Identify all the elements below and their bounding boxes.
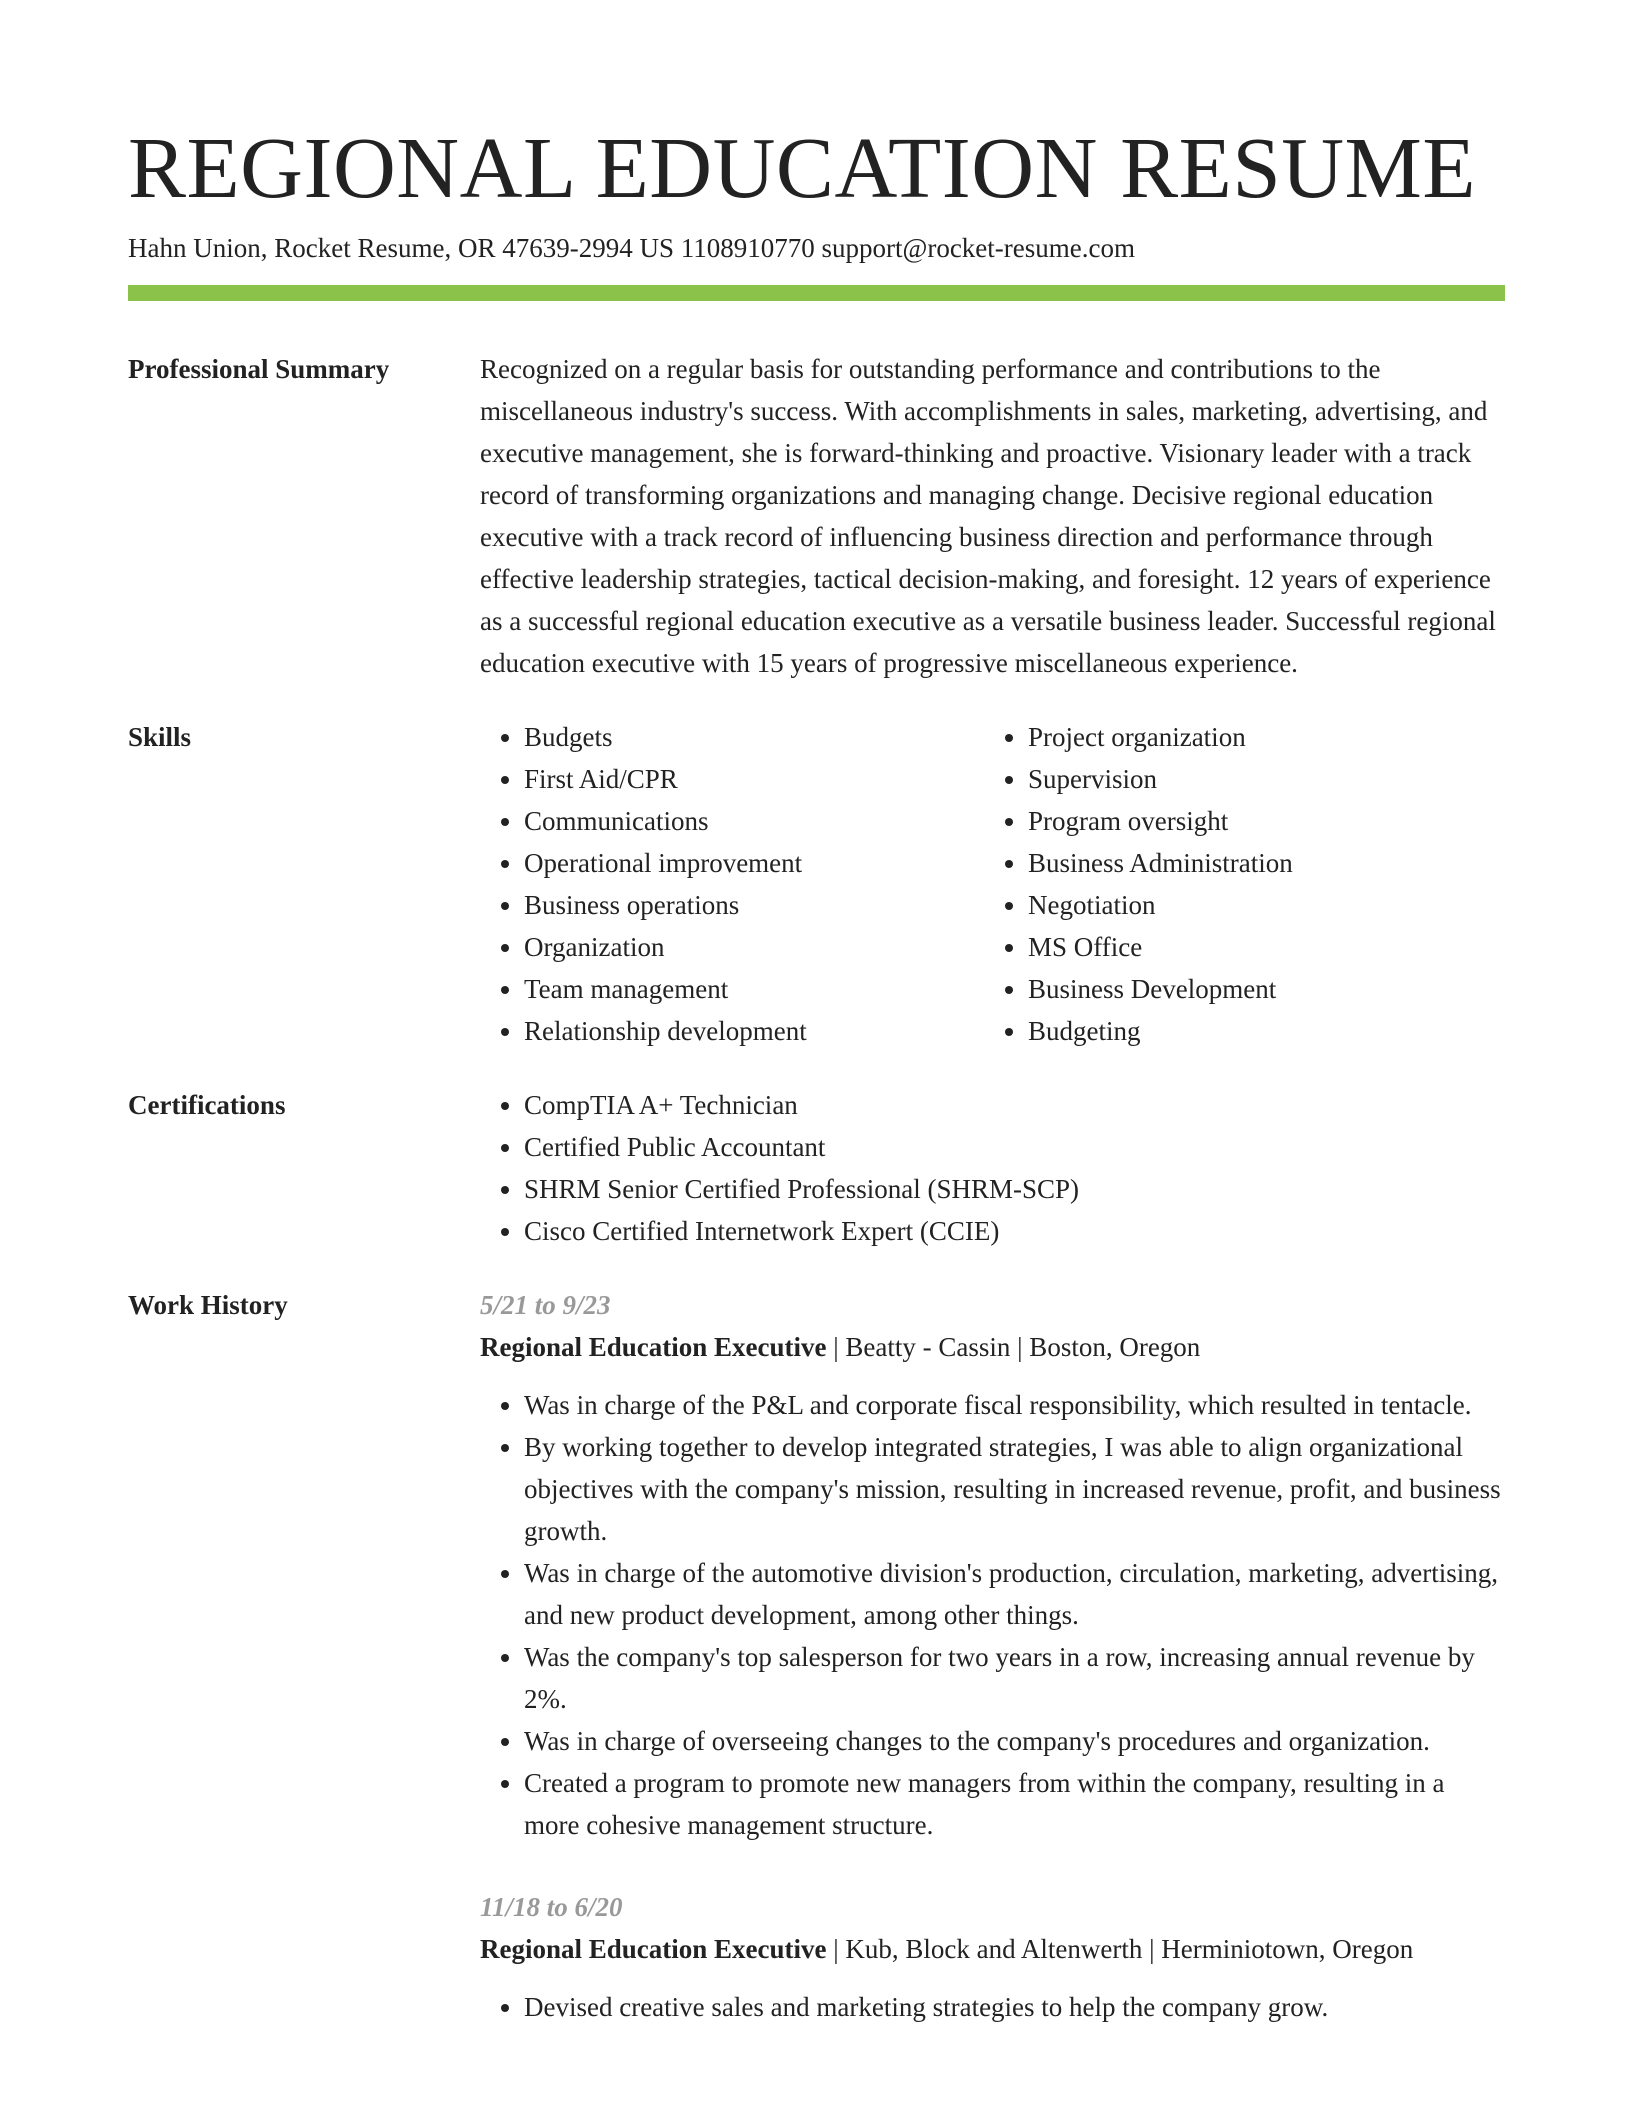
list-item: • Budgets [524, 716, 984, 758]
list-item: • Project organization [1028, 716, 1505, 758]
skills-list-right [984, 716, 1505, 1052]
list-item: • SHRM Senior Certified Professional (SHRM-SCP) [524, 1168, 1505, 1210]
section-heading: Professional Summary [128, 354, 390, 384]
list-item: • Was in charge of the automotive division's production, circulation, marketing, advertising, and new product development, among other things. [524, 1552, 1505, 1636]
job-title: Regional Education Executive [480, 1934, 827, 1964]
skills-grid [480, 716, 1505, 1052]
job-details: | Kub, Block and Altenwerth | Herminiotown, Oregon [826, 1934, 1414, 1964]
job-title: Regional Education Executive [480, 1332, 827, 1362]
list-item: • Relationship development [524, 1010, 984, 1052]
list-item: • By working together to develop integrated strategies, I was able to align organizational objectives with the company's mission, resulting in increased revenue, profit, and business growth. [524, 1426, 1505, 1552]
list-item: • Business Development [1028, 968, 1505, 1010]
list-item: • Team management [524, 968, 984, 1010]
job-bullets [480, 1986, 1505, 2028]
job-heading [480, 1326, 1505, 1368]
list-item: • Was in charge of the P&L and corporate fiscal responsibility, which resulted in tentacle. [524, 1384, 1505, 1426]
list-item: • CompTIA A+ Technician [524, 1084, 1505, 1126]
contact-line: Hahn Union, Rocket Resume, OR 47639-2994 US 1108910770 support@rocket-resume.com [128, 233, 1135, 263]
section-heading: Certifications [128, 1090, 286, 1120]
list-item: • Supervision [1028, 758, 1505, 800]
list-item: • Organization [524, 926, 984, 968]
accent-divider [128, 285, 1505, 301]
section-skills [128, 716, 1505, 1052]
list-item: • Operational improvement [524, 842, 984, 884]
job-entry [480, 1886, 1505, 2028]
resume-title: REGIONAL EDUCATION RESUME [128, 119, 1477, 216]
list-item: • Negotiation [1028, 884, 1505, 926]
job-dates: 11/18 to 6/20 [480, 1892, 623, 1922]
section-work-history [128, 1284, 1505, 2068]
section-certifications [128, 1084, 1505, 1252]
section-content [480, 348, 1505, 684]
job-entry [480, 1284, 1505, 1846]
list-item: • Communications [524, 800, 984, 842]
section-content [480, 1284, 1505, 2068]
job-bullets [480, 1384, 1505, 1846]
skills-list-left [480, 716, 984, 1052]
list-item: • Business Administration [1028, 842, 1505, 884]
job-heading [480, 1928, 1505, 1970]
section-content [480, 1084, 1505, 1252]
list-item: • Program oversight [1028, 800, 1505, 842]
section-heading: Skills [128, 722, 192, 752]
job-dates: 5/21 to 9/23 [480, 1290, 611, 1320]
list-item: • Budgeting [1028, 1010, 1505, 1052]
list-item: • Was the company's top salesperson for two years in a row, increasing annual revenue by 2%. [524, 1636, 1505, 1720]
list-item: • Created a program to promote new managers from within the company, resulting in a more cohesive management structure. [524, 1762, 1505, 1846]
summary-paragraph: Recognized on a regular basis for outstanding performance and contributions to the miscellaneous industry's success. With accomplishments in sales, marketing, advertising, and executive management, she is forward-thinking and proactive. Visionary leader with a track record of transforming organizations and managing change. Decisive regional education executive with a track record of influencing business direction and performance through effective leadership strategies, tactical decision-making, and foresight. 12 years of experience as a successful regional education executive as a versatile business leader. Successful regional education executive with 15 years of progressive miscellaneous experience. [480, 354, 1496, 678]
list-item: • Was in charge of overseeing changes to the company's procedures and organization. [524, 1720, 1505, 1762]
section-heading: Work History [128, 1290, 288, 1320]
list-item: • Cisco Certified Internetwork Expert (CCIE) [524, 1210, 1505, 1252]
section-professional-summary [128, 348, 1505, 684]
certifications-list [480, 1084, 1505, 1252]
list-item: • Business operations [524, 884, 984, 926]
list-item: • Devised creative sales and marketing strategies to help the company grow. [524, 1986, 1505, 2028]
list-item: • MS Office [1028, 926, 1505, 968]
job-details: | Beatty - Cassin | Boston, Oregon [826, 1332, 1201, 1362]
list-item: • Certified Public Accountant [524, 1126, 1505, 1168]
list-item: • First Aid/CPR [524, 758, 984, 800]
